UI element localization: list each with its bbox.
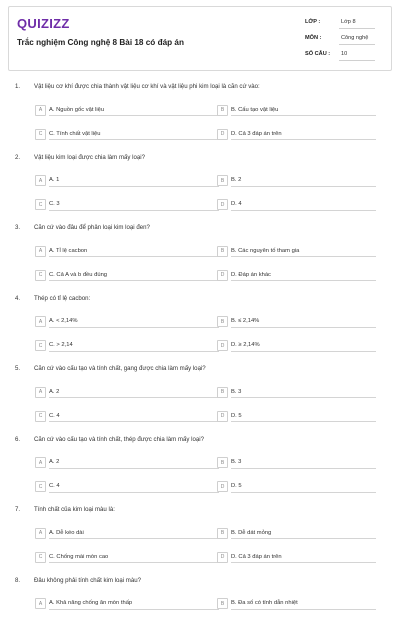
answer-option[interactable]	[35, 104, 219, 116]
meta-grade-value: Lớp 8	[339, 16, 375, 29]
worksheet-header	[8, 6, 392, 71]
answer-letter: B	[217, 598, 228, 609]
answer-option[interactable]	[217, 481, 376, 493]
answer-text: B. 2	[231, 175, 376, 187]
answer-letter: B	[217, 387, 228, 398]
answer-letter: D	[217, 129, 228, 140]
answer-letter: B	[217, 175, 228, 186]
answer-text: D. Cả 3 đáp án trên	[231, 128, 376, 140]
question-line	[15, 154, 145, 161]
answer-option[interactable]	[217, 175, 376, 187]
question-item	[0, 221, 400, 292]
answer-text: A. Dễ kéo dài	[49, 527, 219, 539]
answer-letter: A	[35, 387, 46, 398]
question-line	[15, 506, 115, 513]
answer-option[interactable]	[217, 527, 376, 539]
answer-letter: B	[217, 316, 228, 327]
answer-text: B. 3	[231, 457, 376, 469]
answer-text: B. Đa số có tính dẫn nhiệt	[231, 598, 376, 610]
meta-count-value: 10	[339, 48, 375, 61]
answer-text: B. ≤ 2,14%	[231, 316, 376, 328]
answer-option[interactable]	[35, 128, 219, 140]
meta-grade	[305, 14, 375, 30]
question-line	[15, 436, 204, 443]
answer-option[interactable]	[35, 245, 219, 257]
answer-text: A. 2	[49, 457, 219, 469]
answer-letter: D	[217, 411, 228, 422]
answer-option[interactable]	[35, 410, 219, 422]
answer-option[interactable]	[217, 199, 376, 211]
answer-text: A. Khả năng chống ăn mòn thấp	[49, 598, 219, 610]
answer-text: D. ≥ 2,14%	[231, 340, 376, 352]
question-list	[0, 80, 400, 644]
answer-letter: B	[217, 457, 228, 468]
question-line	[15, 83, 260, 90]
answer-letter: A	[35, 528, 46, 539]
answer-option[interactable]	[35, 551, 219, 563]
quizizz-logo: QUIZIZZ	[17, 16, 70, 31]
question-number: 8.	[15, 577, 34, 584]
question-line	[15, 365, 206, 372]
question-text: Căn cứ vào đâu để phân loại kim loại đen?	[34, 224, 150, 231]
answer-text: B. Các nguyên tố tham gia	[231, 245, 376, 257]
question-line	[15, 577, 141, 584]
answer-letter: C	[35, 199, 46, 210]
answer-text: C. 3	[49, 199, 219, 211]
answer-option[interactable]	[217, 245, 376, 257]
meta-subject-label: MÔN :	[305, 35, 339, 41]
question-number: 5.	[15, 365, 34, 372]
answer-option[interactable]	[217, 128, 376, 140]
answer-letter: C	[35, 552, 46, 563]
question-number: 4.	[15, 295, 34, 302]
question-text: Thép có tỉ lệ cacbon:	[34, 295, 90, 302]
question-item	[0, 433, 400, 504]
answer-text: A. Tỉ lệ cacbon	[49, 245, 219, 257]
answer-option[interactable]	[217, 386, 376, 398]
answer-letter: D	[217, 481, 228, 492]
answer-letter: C	[35, 411, 46, 422]
answer-text: C. > 2,14	[49, 340, 219, 352]
meta-count	[305, 46, 375, 62]
answer-text: C. 4	[49, 481, 219, 493]
answer-option[interactable]	[217, 457, 376, 469]
question-text: Tính chất của kim loại màu là:	[34, 506, 115, 513]
meta-count-label: SỐ CÂU :	[305, 51, 339, 57]
answer-option[interactable]	[217, 340, 376, 352]
answer-letter: C	[35, 481, 46, 492]
answer-letter: B	[217, 105, 228, 116]
answer-text: D. 4	[231, 199, 376, 211]
question-number: 6.	[15, 436, 34, 443]
meta-subject	[305, 30, 375, 46]
answer-text: A. < 2,14%	[49, 316, 219, 328]
answer-option[interactable]	[35, 481, 219, 493]
answer-text: A. 2	[49, 386, 219, 398]
answer-letter: A	[35, 246, 46, 257]
question-text: Vật liệu kim loại được chia làm mấy loại?	[34, 154, 145, 161]
answer-letter: A	[35, 175, 46, 186]
answer-letter: B	[217, 246, 228, 257]
question-text: Căn cứ vào cấu tạo và tính chất, thép được chia làm mấy loại?	[34, 436, 204, 443]
answer-option[interactable]	[35, 199, 219, 211]
answer-option[interactable]	[35, 175, 219, 187]
worksheet-meta	[305, 14, 375, 62]
question-item	[0, 151, 400, 222]
answer-letter: D	[217, 270, 228, 281]
question-line	[15, 224, 150, 231]
answer-option[interactable]	[35, 457, 219, 469]
answer-text: A. Nguồn gốc vật liệu	[49, 104, 219, 116]
question-text: Đâu không phải tính chất kim loại màu?	[34, 577, 141, 584]
answer-letter: C	[35, 340, 46, 351]
answer-letter: B	[217, 528, 228, 539]
answer-option[interactable]	[35, 386, 219, 398]
meta-grade-label: LỚP :	[305, 19, 339, 25]
answer-letter: C	[35, 270, 46, 281]
question-item	[0, 503, 400, 574]
answer-option[interactable]	[35, 598, 219, 610]
answer-letter: A	[35, 457, 46, 468]
answer-text: C. Chống mài mòn cao	[49, 551, 219, 563]
answer-option[interactable]	[217, 598, 376, 610]
question-number: 3.	[15, 224, 34, 231]
meta-subject-value: Công nghệ	[339, 32, 375, 45]
answer-option[interactable]	[217, 551, 376, 563]
answer-text: C. Tính chất vật liệu	[49, 128, 219, 140]
answer-text: D. Cả 3 đáp án trên	[231, 551, 376, 563]
answer-option[interactable]	[217, 316, 376, 328]
answer-text: D. 5	[231, 410, 376, 422]
question-number: 7.	[15, 506, 34, 513]
answer-letter: D	[217, 199, 228, 210]
question-text: Căn cứ vào cấu tạo và tính chất, gang được chia làm mấy loại?	[34, 365, 206, 372]
answer-letter: A	[35, 105, 46, 116]
answer-option[interactable]	[35, 340, 219, 352]
question-number: 1.	[15, 83, 34, 90]
answer-letter: A	[35, 598, 46, 609]
answer-option[interactable]	[217, 410, 376, 422]
answer-text: B. Dễ dát mỏng	[231, 527, 376, 539]
answer-option[interactable]	[35, 527, 219, 539]
answer-text: B. Cấu tạo vật liệu	[231, 104, 376, 116]
question-item	[0, 80, 400, 151]
answer-option[interactable]	[217, 269, 376, 281]
question-item	[0, 292, 400, 363]
question-item	[0, 362, 400, 433]
answer-letter: A	[35, 316, 46, 327]
answer-text: B. 3	[231, 386, 376, 398]
question-number: 2.	[15, 154, 34, 161]
answer-text: D. Đáp án khác	[231, 269, 376, 281]
answer-text: A. 1	[49, 175, 219, 187]
question-text: Vật liệu cơ khí được chia thành vật liệu cơ khí và vật liệu phi kim loại là căn cứ vào:	[34, 83, 260, 90]
answer-text: C. Cả A và b đều đúng	[49, 269, 219, 281]
answer-text: D. 5	[231, 481, 376, 493]
question-item	[0, 574, 400, 644]
worksheet-title: Trắc nghiệm Công nghệ 8 Bài 18 có đáp án	[17, 38, 184, 47]
answer-letter: C	[35, 129, 46, 140]
answer-option[interactable]	[35, 316, 219, 328]
answer-letter: D	[217, 552, 228, 563]
answer-text: C. 4	[49, 410, 219, 422]
answer-option[interactable]	[35, 269, 219, 281]
answer-option[interactable]	[217, 104, 376, 116]
answer-letter: D	[217, 340, 228, 351]
question-line	[15, 295, 90, 302]
